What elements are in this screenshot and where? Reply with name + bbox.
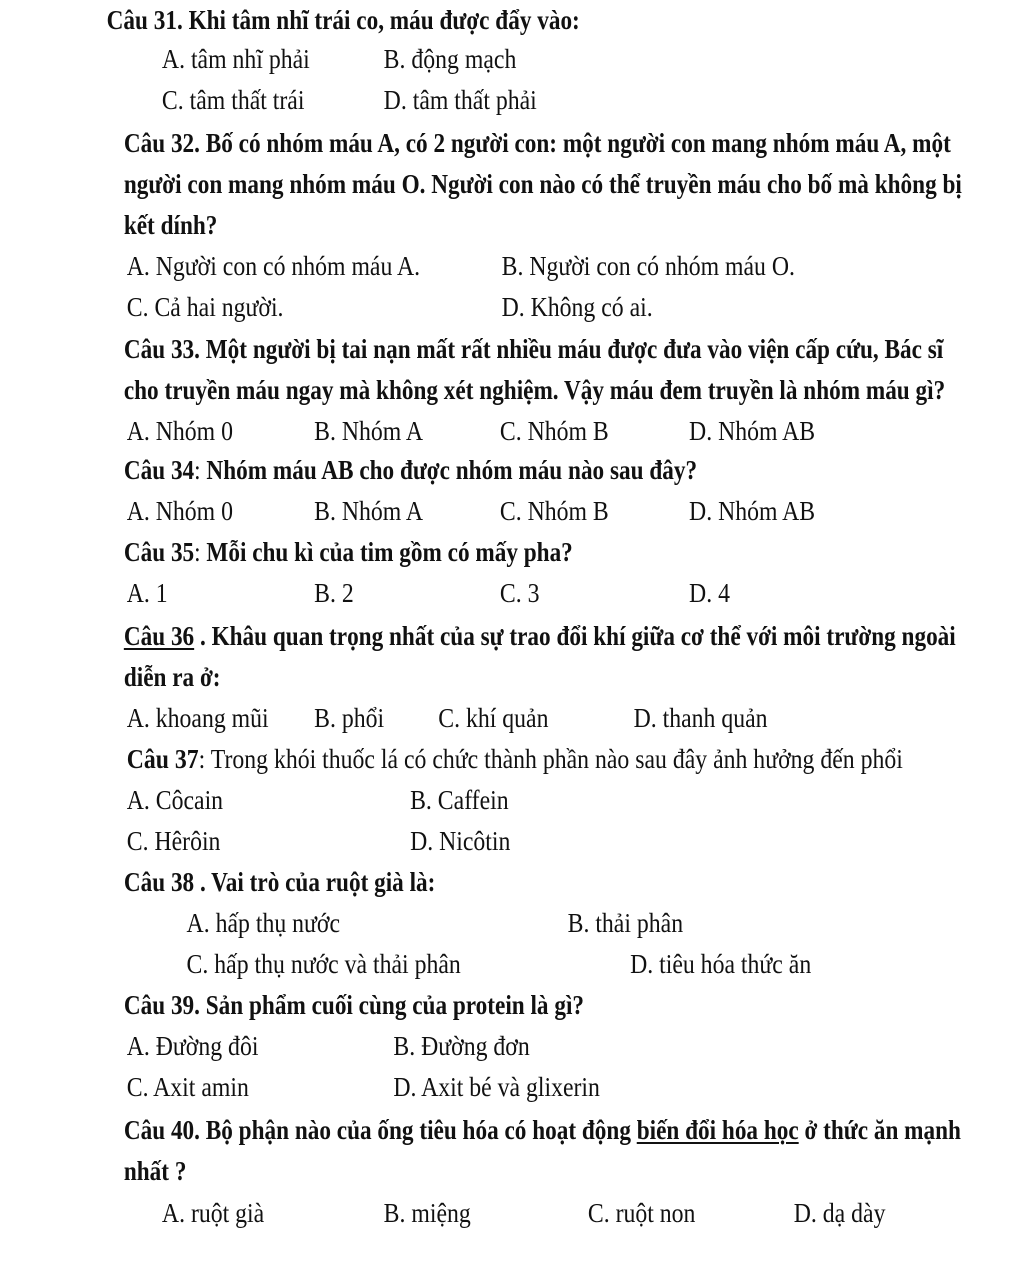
q33-stem-text-2: cho truyền máu ngay mà không xét nghiệm. Vậy máu đem truyền là nhóm máu gì? — [123, 375, 946, 405]
q39-option-a: A. Đường đôi — [126, 1031, 259, 1061]
q33-option-c: C. Nhóm B — [499, 416, 609, 446]
q34-sep: : — [194, 455, 201, 485]
q40-option-c: C. ruột non — [587, 1198, 696, 1228]
q35-option-b: B. 2 — [314, 578, 354, 608]
q33-option-d: D. Nhóm AB — [689, 416, 816, 446]
q34-stem-text — [124, 450, 697, 490]
q38-options-row2 — [0, 944, 901, 984]
q38-stem — [0, 862, 881, 902]
q31-options-row1 — [0, 39, 901, 79]
q34-stem — [0, 450, 881, 490]
q39-options-row1 — [0, 1026, 901, 1066]
q35-option-a: A. 1 — [126, 578, 168, 608]
q39-options-row2 — [0, 1067, 901, 1107]
q40-question-underlined: biến đổi hóa học — [636, 1115, 799, 1145]
q36-stem-text-1 — [124, 616, 956, 656]
q40-option-d: D. dạ dày — [793, 1198, 886, 1228]
q37-option-a: A. Côcain — [126, 785, 224, 815]
q40-stem-text-1 — [124, 1110, 961, 1150]
q34-option-d: D. Nhóm AB — [689, 496, 816, 526]
q37-stem — [0, 739, 901, 779]
q37-option-d: D. Nicôtin — [410, 826, 511, 856]
q35-options-row — [0, 573, 901, 613]
q34-label: Câu 34 — [123, 455, 195, 485]
q31-stem — [0, 0, 881, 40]
q33-option-a: A. Nhóm 0 — [126, 416, 233, 446]
q37-question: : Trong khói thuốc lá có chức thành phần nào sau đây ảnh hưởng đến phổi — [198, 744, 903, 774]
q33-stem-line2 — [0, 370, 946, 410]
q40-stem-text-2: nhất ? — [123, 1156, 187, 1186]
q37-label: Câu 37 — [126, 744, 199, 774]
q31-option-c: C. tâm thất trái — [161, 85, 305, 115]
q37-options-row1 — [0, 780, 901, 820]
q40-label: Câu 40 — [123, 1115, 195, 1145]
q32-options-row1 — [0, 246, 901, 286]
q36-stem-line1 — [0, 616, 956, 656]
q36-stem-line2 — [0, 657, 881, 697]
q35-sep: : — [194, 537, 201, 567]
q33-stem-line1 — [0, 329, 944, 369]
q35-option-d: D. 4 — [689, 578, 730, 608]
q38-option-c: C. hấp thụ nước và thải phân — [186, 949, 461, 979]
q32-options-row2 — [0, 287, 901, 327]
q31-option-a: A. tâm nhĩ phải — [161, 44, 310, 74]
q33-stem-text-1: Câu 33. Một người bị tai nạn mất rất nhiều máu được đưa vào viện cấp cứu, Bác sĩ — [123, 334, 944, 364]
q39-stem-text: Câu 39. Sản phẩm cuối cùng của protein là gì? — [123, 990, 585, 1020]
q31-stem-text: Câu 31. Khi tâm nhĩ trái co, máu được đẩy vào: — [106, 5, 580, 35]
q37-options-row2 — [0, 821, 901, 861]
q36-question: . Khâu quan trọng nhất của sự trao đổi khí giữa cơ thể với môi trường ngoài — [194, 621, 956, 651]
q33-options-row — [0, 411, 901, 451]
q36-option-d: D. thanh quản — [633, 703, 768, 733]
q40-question-post: ở thức ăn mạnh — [798, 1115, 961, 1145]
q31-options-row2 — [0, 80, 901, 120]
q36-option-b: B. phổi — [314, 703, 385, 733]
q32-option-d: D. Không có ai. — [501, 292, 653, 322]
q34-question: Nhóm máu AB cho được nhóm máu nào sau đây? — [200, 455, 698, 485]
q34-options-row — [0, 491, 901, 531]
q34-option-c: C. Nhóm B — [499, 496, 609, 526]
q37-option-c: C. Hêrôin — [126, 826, 221, 856]
q40-question-pre: . Bộ phận nào của ống tiêu hóa có hoạt động — [194, 1115, 637, 1145]
q40-options-row — [0, 1193, 901, 1233]
q38-option-b: B. thải phân — [567, 908, 684, 938]
q32-stem-line1 — [0, 123, 951, 163]
q39-stem — [0, 985, 881, 1025]
q32-stem-line2 — [0, 164, 962, 204]
q40-stem-line2 — [0, 1151, 881, 1191]
q35-option-c: C. 3 — [499, 578, 540, 608]
q34-option-a: A. Nhóm 0 — [126, 496, 233, 526]
q36-options-row — [0, 698, 901, 738]
q33-option-b: B. Nhóm A — [314, 416, 424, 446]
q40-stem-line1 — [0, 1110, 961, 1150]
q39-option-d: D. Axit bé và glixerin — [393, 1072, 600, 1102]
q36-option-a: A. khoang mũi — [126, 703, 269, 733]
q32-stem-text-1: Câu 32. Bố có nhóm máu A, có 2 người con: một người con mang nhóm máu A, một — [123, 128, 951, 158]
q32-option-a: A. Người con có nhóm máu A. — [126, 251, 421, 281]
q31-option-b: B. động mạch — [383, 44, 517, 74]
q37-option-b: B. Caffein — [410, 785, 509, 815]
q32-stem-line3 — [0, 205, 881, 245]
q34-option-b: B. Nhóm A — [314, 496, 424, 526]
q35-stem-text — [124, 532, 573, 572]
q38-stem-text: Câu 38 . Vai trò của ruột già là: — [123, 867, 436, 897]
q32-stem-text-2: người con mang nhóm máu O. Người con nào có thể truyền máu cho bố mà không bị — [123, 169, 962, 199]
q36-stem-text-2: diễn ra ở: — [123, 662, 221, 692]
q35-stem — [0, 532, 881, 572]
q38-option-a: A. hấp thụ nước — [186, 908, 341, 938]
q32-option-c: C. Cả hai người. — [126, 292, 284, 322]
q32-stem-text-3: kết dính? — [123, 210, 218, 240]
q38-option-d: D. tiêu hóa thức ăn — [630, 949, 812, 979]
q36-option-c: C. khí quản — [438, 703, 549, 733]
q40-option-a: A. ruột già — [161, 1198, 265, 1228]
q38-options-row1 — [0, 903, 901, 943]
q32-option-b: B. Người con có nhóm máu O. — [501, 251, 795, 281]
q40-option-b: B. miệng — [383, 1198, 471, 1228]
q37-stem-text — [127, 739, 903, 779]
q35-label: Câu 35 — [123, 537, 195, 567]
q31-option-d: D. tâm thất phải — [383, 85, 537, 115]
q36-label: Câu 36 — [123, 621, 195, 651]
q39-option-c: C. Axit amin — [126, 1072, 249, 1102]
q39-option-b: B. Đường đơn — [393, 1031, 530, 1061]
q35-question: Mỗi chu kì của tim gồm có mấy pha? — [200, 537, 573, 567]
